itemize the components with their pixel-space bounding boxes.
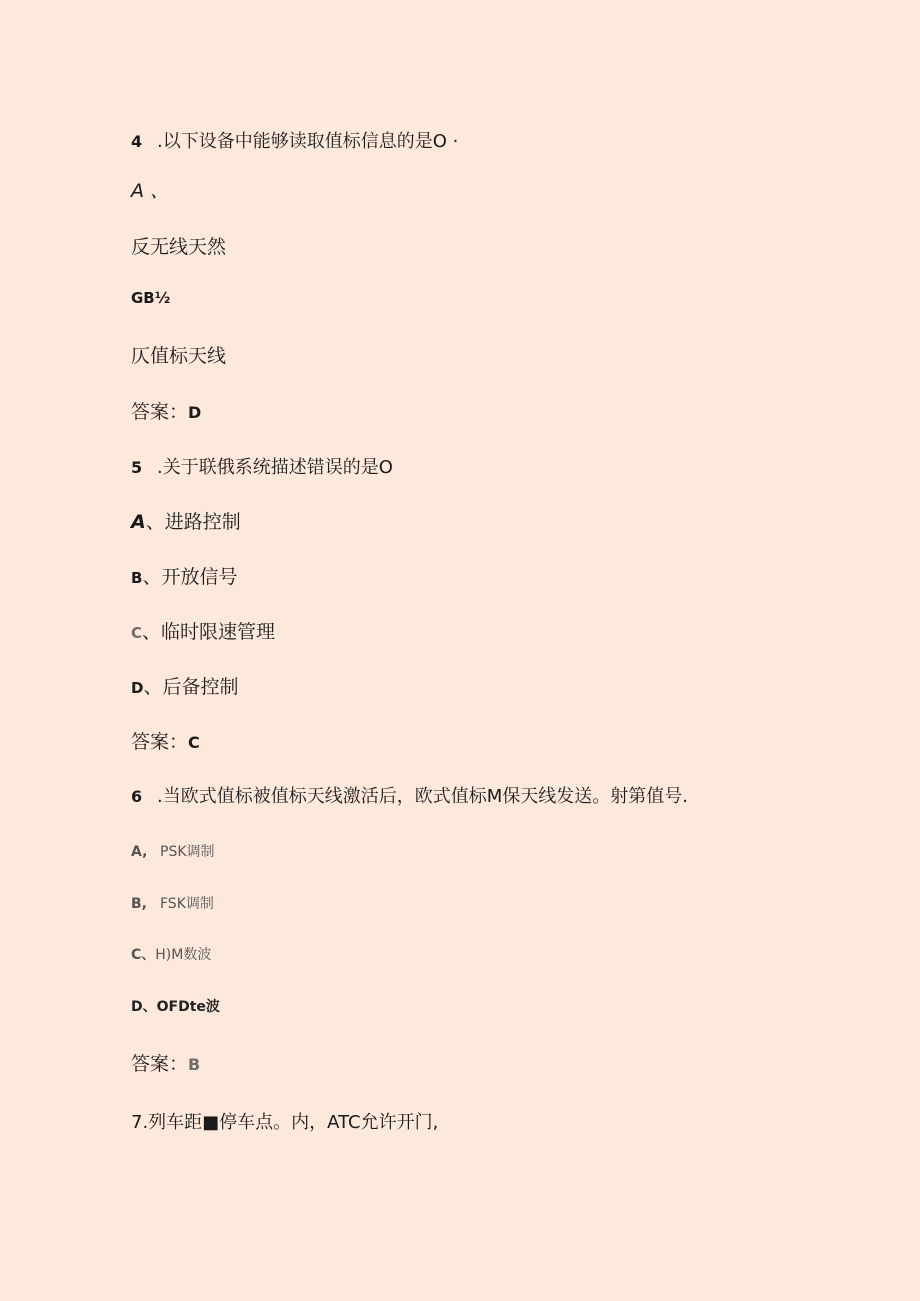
question-5-option-a bbox=[131, 513, 241, 532]
answer-6 bbox=[131, 1055, 200, 1074]
question-text: 7.列车距■停车点。内，ATC允许开门, bbox=[131, 1112, 439, 1133]
option-text: PSK调制 bbox=[160, 844, 215, 860]
option-sep: 、 bbox=[142, 621, 162, 643]
option-key: A, bbox=[131, 844, 148, 860]
option-sep: 、 bbox=[145, 511, 165, 533]
question-6-option-d bbox=[131, 1000, 220, 1014]
option-key: B, bbox=[131, 896, 147, 912]
option-text: 开放信号 bbox=[161, 566, 238, 588]
question-text: .当欧式值标被值标天线激活后，欧式值标M保天线发送。射第值号. bbox=[157, 786, 688, 807]
question-4 bbox=[131, 133, 458, 151]
answer-label: 答案： bbox=[131, 731, 189, 753]
question-6-option-b bbox=[131, 897, 214, 911]
question-6-option-a bbox=[131, 845, 215, 859]
question-6 bbox=[131, 788, 688, 806]
answer-4 bbox=[131, 403, 201, 422]
answer-5 bbox=[131, 733, 200, 752]
option-text: FSK调制 bbox=[160, 896, 214, 912]
question-text: .关于联俄系统描述错误的是O bbox=[157, 457, 393, 478]
answer-label: 答案： bbox=[131, 401, 189, 423]
question-4-option-line: GB½ bbox=[131, 289, 171, 307]
answer-value: B bbox=[188, 1055, 201, 1074]
option-key: C bbox=[131, 624, 143, 642]
option-sep: 、 bbox=[142, 566, 162, 588]
option-text: 临时限速管理 bbox=[161, 621, 276, 643]
question-4-option-line: 反无线天然 bbox=[131, 236, 227, 258]
question-5-option-c bbox=[131, 623, 275, 642]
answer-value: C bbox=[188, 733, 200, 752]
option-key: A bbox=[131, 511, 146, 533]
question-number: 4 bbox=[131, 132, 143, 151]
answer-label: 答案： bbox=[131, 1053, 189, 1075]
question-4-option-line: 仄值标天线 bbox=[131, 345, 227, 367]
option-text: 进路控制 bbox=[164, 511, 241, 533]
option-text: H)M数波 bbox=[155, 947, 212, 963]
question-7 bbox=[131, 1114, 438, 1132]
question-5-option-b bbox=[131, 568, 237, 587]
option-key: C、 bbox=[131, 947, 156, 963]
question-4-option-a: A 、 bbox=[131, 180, 170, 202]
question-number: 5 bbox=[131, 458, 143, 477]
option-key: D bbox=[131, 679, 144, 697]
question-text: .以下设备中能够读取值标信息的是O · bbox=[157, 131, 459, 152]
option-text: 后备控制 bbox=[162, 676, 239, 698]
option-key: B bbox=[131, 569, 143, 587]
option-sep: 、 bbox=[143, 676, 163, 698]
option-text: OFDte波 bbox=[156, 999, 220, 1015]
option-key: D、 bbox=[131, 999, 157, 1015]
question-5-option-d bbox=[131, 678, 238, 697]
question-5 bbox=[131, 459, 393, 477]
question-6-option-c bbox=[131, 948, 211, 962]
question-number: 6 bbox=[131, 787, 143, 806]
answer-value: D bbox=[188, 403, 202, 422]
